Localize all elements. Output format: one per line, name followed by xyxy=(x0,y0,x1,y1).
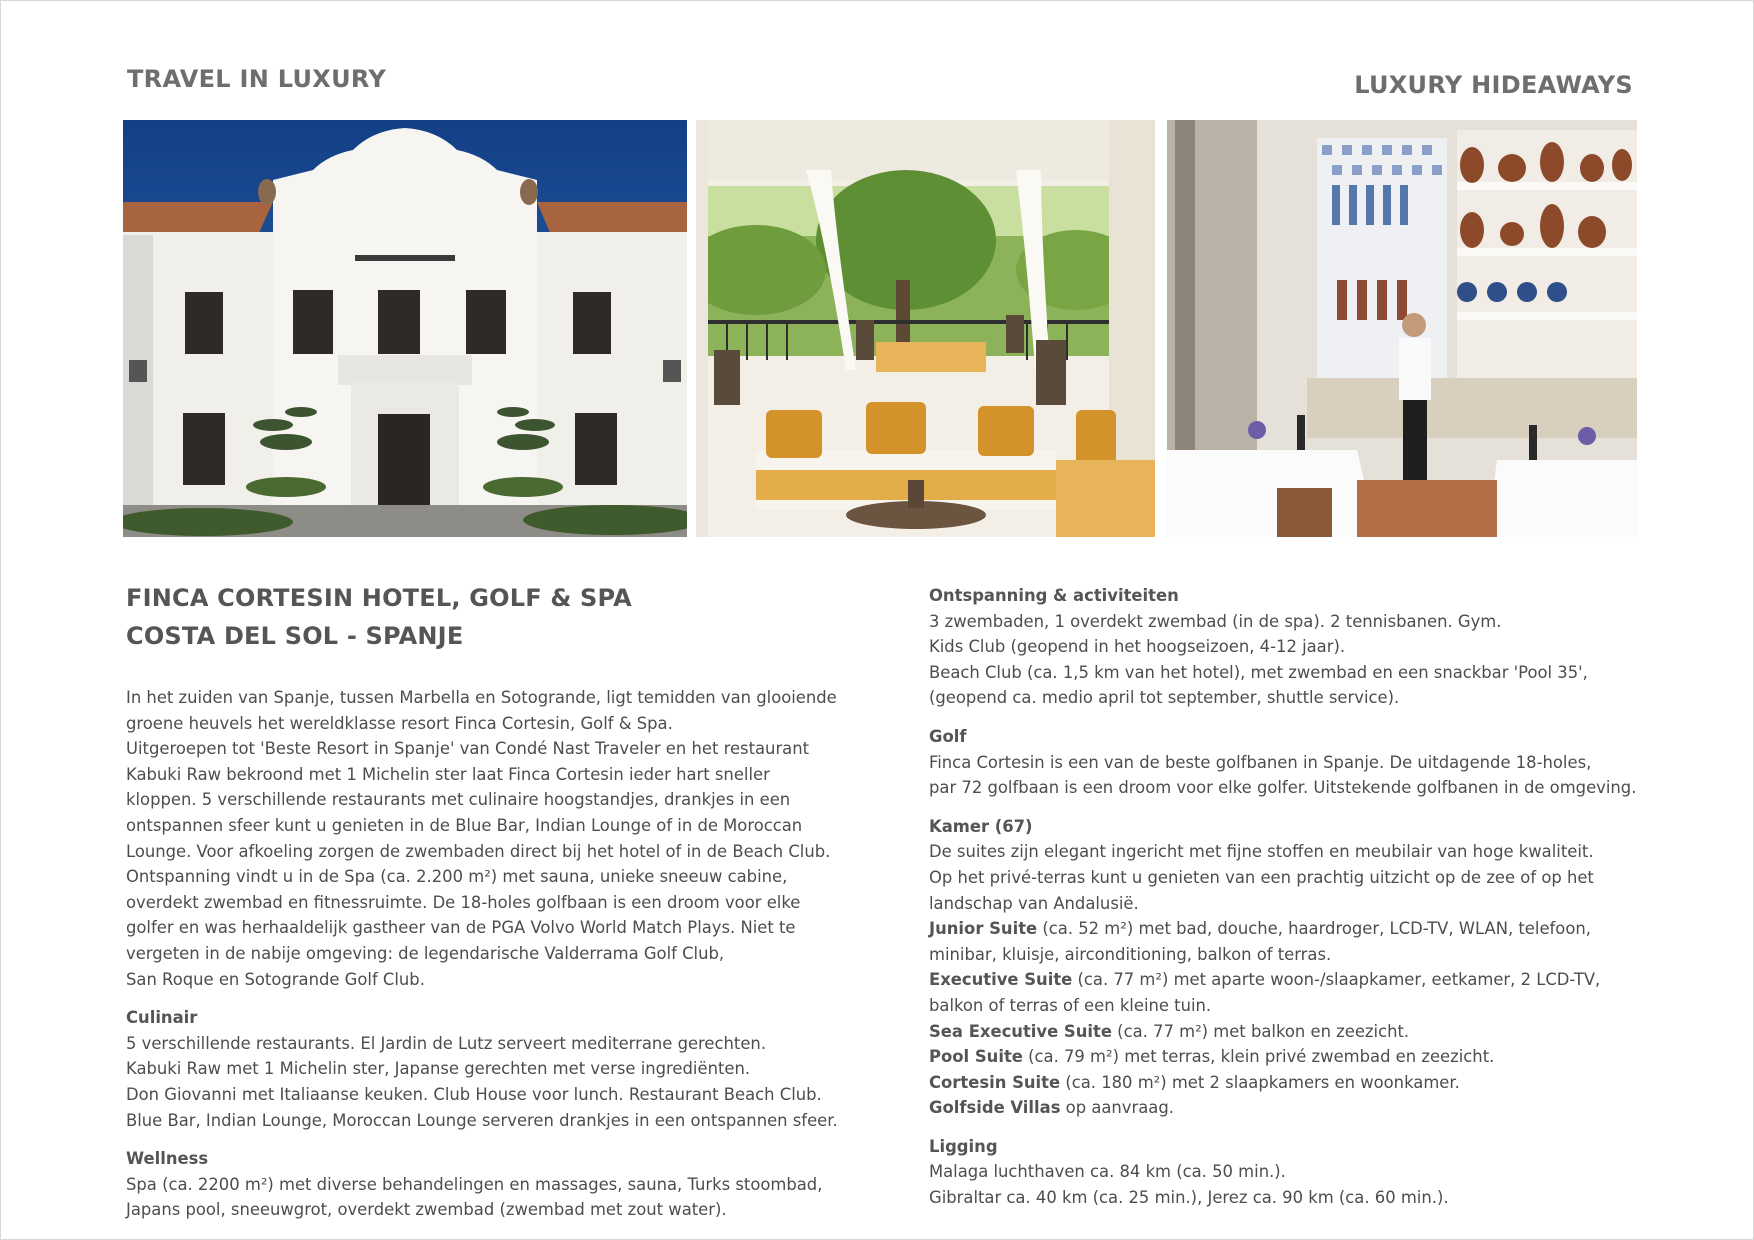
intro-line: ontspannen sfeer kunt u genieten in de Blue Bar, Indian Lounge of in de Moroccan xyxy=(126,815,803,835)
room-pool-suite xyxy=(929,1044,1649,1070)
room-desc: (ca. 77 m²) met aparte woon-/slaapkamer, eetkamer, 2 LCD-TV, xyxy=(1072,970,1601,990)
room-sea-executive-suite xyxy=(929,1019,1649,1045)
room-desc: (ca. 52 m²) met bad, douche, haardroger, LCD-TV, WLAN, telefoon, xyxy=(1037,919,1591,939)
section-title-wellness: Wellness xyxy=(126,1149,209,1169)
ligging-line: Gibraltar ca. 40 km (ca. 25 min.), Jerez ca. 90 km (ca. 60 min.). xyxy=(929,1188,1449,1208)
ontspanning-line: Beach Club (ca. 1,5 km van het hotel), met zwembad en een snackbar 'Pool 35', xyxy=(929,662,1588,682)
section-ontspanning xyxy=(929,583,1649,711)
intro-line: overdekt zwembad en fitnessruimte. De 18-holes golfbaan is een droom voor elke xyxy=(126,892,801,912)
section-golf xyxy=(929,724,1649,801)
room-desc-cont: minibar, kluisje, airconditioning, balkon of terras. xyxy=(929,944,1332,964)
intro-line: vergeten in de nabije omgeving: de legendarische Valderrama Golf Club, xyxy=(126,943,725,963)
room-name: Executive Suite xyxy=(929,970,1073,990)
ontspanning-line: (geopend ca. medio april tot september, shuttle service). xyxy=(929,688,1400,708)
room-executive-suite xyxy=(929,967,1649,993)
intro-paragraph xyxy=(126,685,846,992)
intro-line: San Roque en Sotogrande Golf Club. xyxy=(126,969,425,989)
ontspanning-line: 3 zwembaden, 1 overdekt zwembad (in de spa). 2 tennisbanen. Gym. xyxy=(929,611,1502,631)
brand-luxury-hideaways: LUXURY HIDEAWAYS xyxy=(1354,71,1633,99)
intro-line: golfer en was herhaaldelijk gastheer van de PGA Volvo World Match Plays. Niet te xyxy=(126,918,796,938)
wellness-line: Japans pool, sneeuwgrot, overdekt zwembad (zwembad met zout water). xyxy=(126,1200,727,1220)
section-wellness xyxy=(126,1146,846,1223)
brand-travel-in-luxury: TRAVEL IN LUXURY xyxy=(127,65,387,93)
section-title-kamer: Kamer (67) xyxy=(929,816,1033,836)
culinair-line: Kabuki Raw met 1 Michelin ster, Japanse gerechten met verse ingrediënten. xyxy=(126,1059,751,1079)
intro-line: Uitgeroepen tot 'Beste Resort in Spanje' van Condé Nast Traveler en het restaurant xyxy=(126,739,810,759)
room-junior-suite xyxy=(929,916,1649,942)
room-cortesin-suite xyxy=(929,1070,1649,1096)
photo-terrace-lounge xyxy=(696,120,1155,537)
intro-line: kloppen. 5 verschillende restaurants met culinaire hoogstandjes, drankjes in een xyxy=(126,790,791,810)
kamer-line: Op het privé-terras kunt u genieten van een prachtig uitzicht op de zee of op het xyxy=(929,867,1594,887)
room-desc: (ca. 77 m²) met balkon en zeezicht. xyxy=(1111,1021,1410,1041)
section-title-golf: Golf xyxy=(929,726,967,746)
room-name: Cortesin Suite xyxy=(929,1072,1061,1092)
intro-line: Lounge. Voor afkoeling zorgen de zwembaden direct bij het hotel of in de Beach Club. xyxy=(126,841,831,861)
culinair-line: Blue Bar, Indian Lounge, Moroccan Lounge serveren drankjes in een ontspannen sfeer. xyxy=(126,1110,838,1130)
photo-hotel-facade xyxy=(123,120,687,537)
culinair-line: 5 verschillende restaurants. El Jardin de Lutz serveert mediterrane gerechten. xyxy=(126,1033,767,1053)
room-desc: op aanvraag. xyxy=(1060,1098,1174,1118)
room-desc-cont: balkon of terras of een kleine tuin. xyxy=(929,995,1212,1015)
room-name: Golfside Villas xyxy=(929,1098,1061,1118)
ontspanning-line: Kids Club (geopend in het hoogseizoen, 4-12 jaar). xyxy=(929,637,1346,657)
hotel-name: FINCA CORTESIN HOTEL, GOLF & SPA xyxy=(126,584,632,612)
room-name: Sea Executive Suite xyxy=(929,1021,1112,1041)
left-column xyxy=(126,579,846,1236)
kamer-line: landschap van Andalusië. xyxy=(929,893,1139,913)
ligging-line: Malaga luchthaven ca. 84 km (ca. 50 min.). xyxy=(929,1162,1286,1182)
intro-line: In het zuiden van Spanje, tussen Marbella en Sotogrande, ligt temidden van glooiende xyxy=(126,688,837,707)
golf-line: par 72 golfbaan is een droom voor elke golfer. Uitstekende golfbanen in de omgeving. xyxy=(929,778,1637,798)
culinair-line: Don Giovanni met Italiaanse keuken. Club House voor lunch. Restaurant Beach Club. xyxy=(126,1084,822,1104)
section-culinair xyxy=(126,1005,846,1133)
photo-restaurant-kitchen xyxy=(1167,120,1637,537)
section-title-ligging: Ligging xyxy=(929,1136,998,1156)
wellness-line: Spa (ca. 2200 m²) met diverse behandelingen en massages, sauna, Turks stoombad, xyxy=(126,1174,823,1194)
section-kamer xyxy=(929,814,1649,1121)
intro-line: Ontspanning vindt u in de Spa (ca. 2.200 m²) met sauna, unieke sneeuw cabine, xyxy=(126,867,788,887)
section-ligging xyxy=(929,1134,1649,1211)
room-desc: (ca. 180 m²) met 2 slaapkamers en woonkamer. xyxy=(1060,1072,1460,1092)
hotel-location: COSTA DEL SOL - SPANJE xyxy=(126,622,464,650)
intro-line: Kabuki Raw bekroond met 1 Michelin ster laat Finca Cortesin ieder hart sneller xyxy=(126,764,770,784)
room-name: Junior Suite xyxy=(929,919,1038,939)
section-title-culinair: Culinair xyxy=(126,1008,198,1028)
golf-line: Finca Cortesin is een van de beste golfbanen in Spanje. De uitdagende 18-holes, xyxy=(929,752,1592,772)
intro-line: groene heuvels het wereldklasse resort Finca Cortesin, Golf & Spa. xyxy=(126,713,673,733)
room-name: Pool Suite xyxy=(929,1047,1023,1067)
right-column xyxy=(929,583,1649,1224)
section-title-ontspanning: Ontspanning & activiteiten xyxy=(929,586,1179,605)
room-golfside-villas xyxy=(929,1095,1649,1121)
room-desc: (ca. 79 m²) met terras, klein privé zwembad en zeezicht. xyxy=(1022,1047,1495,1067)
kamer-line: De suites zijn elegant ingericht met fijne stoffen en meubilair van hoge kwaliteit. xyxy=(929,842,1594,862)
